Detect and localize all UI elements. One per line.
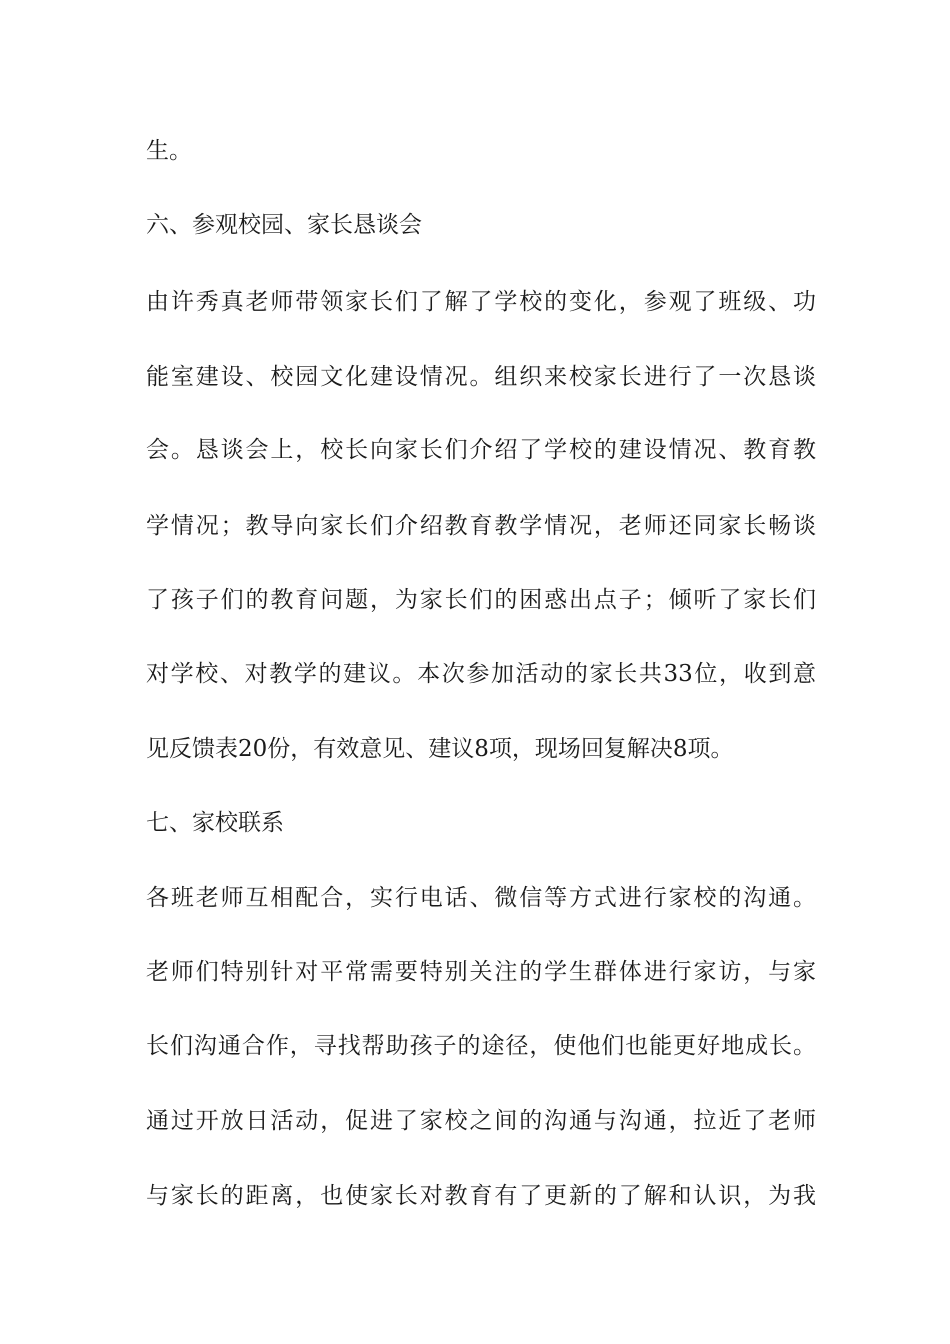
- paragraph-end-line: 生。: [146, 138, 192, 164]
- paragraph-line: 与家长的距离，也使家长对教育有了更新的了解和认识，为我: [146, 1183, 816, 1209]
- paragraph-line: 能室建设、校园文化建设情况。组织来校家长进行了一次恳谈: [146, 364, 816, 390]
- paragraph-line: 长们沟通合作，寻找帮助孩子的途径，使他们也能更好地成长。: [146, 1033, 816, 1059]
- paragraph-line: 对学校、对教学的建议。本次参加活动的家长共33位，收到意: [146, 661, 816, 687]
- section-heading-7: 七、家校联系: [146, 810, 284, 836]
- paragraph-line: 见反馈表20份，有效意见、建议8项，现场回复解决8项。: [146, 736, 734, 762]
- paragraph-line: 学情况；教导向家长们介绍教育教学情况，老师还同家长畅谈: [146, 513, 816, 539]
- section-heading-6: 六、参观校园、家长恳谈会: [146, 212, 422, 238]
- paragraph-line: 老师们特别针对平常需要特别关注的学生群体进行家访，与家: [146, 959, 816, 985]
- paragraph-line: 各班老师互相配合，实行电话、微信等方式进行家校的沟通。: [146, 885, 816, 911]
- paragraph-line: 由许秀真老师带领家长们了解了学校的变化，参观了班级、功: [146, 289, 816, 315]
- paragraph-line: 会。恳谈会上，校长向家长们介绍了学校的建设情况、教育教: [146, 437, 816, 463]
- paragraph-line: 了孩子们的教育问题，为家长们的困惑出点子；倾听了家长们: [146, 587, 816, 613]
- paragraph-line: 通过开放日活动，促进了家校之间的沟通与沟通，拉近了老师: [146, 1108, 816, 1134]
